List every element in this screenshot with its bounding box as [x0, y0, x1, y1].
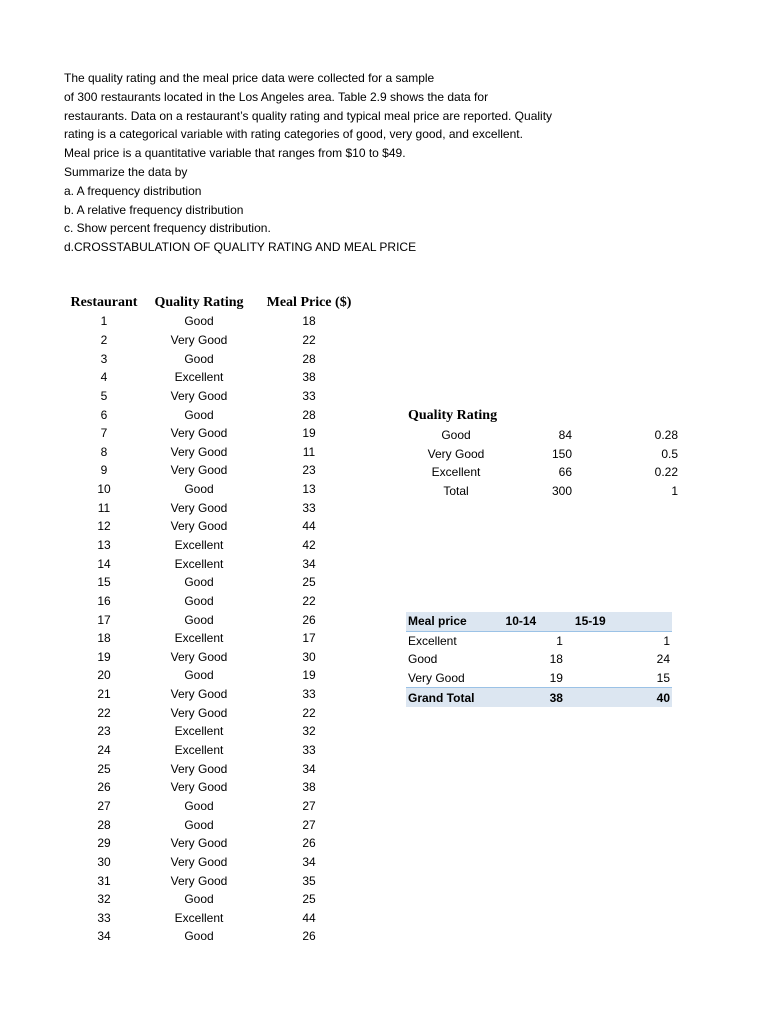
quality-rating-cell: Very Good: [170, 649, 228, 664]
meal-price-cell: 25: [302, 892, 316, 907]
table-row: [64, 331, 364, 350]
frequency-category: Excellent: [431, 465, 481, 480]
crosstab-table: [406, 612, 672, 707]
quality-rating-cell: Good: [184, 575, 214, 590]
quality-rating-cell: Excellent: [174, 743, 224, 758]
restaurant-cell: 6: [100, 407, 108, 422]
frequency-table-title: Quality Rating: [408, 408, 498, 423]
meal-price-cell: 35: [302, 873, 316, 888]
meal-price-cell: 34: [302, 556, 316, 571]
frequency-row: [408, 463, 678, 482]
table-row: [64, 442, 364, 461]
quality-rating-cell: Very Good: [170, 519, 228, 534]
quality-rating-cell: Excellent: [174, 538, 224, 552]
frequency-category: Good: [441, 428, 471, 443]
restaurant-cell: 9: [100, 463, 108, 478]
crosstab-row: [406, 669, 672, 688]
restaurant-cell: 10: [97, 482, 111, 497]
quality-rating-cell: Excellent: [174, 910, 224, 925]
table-row: [64, 387, 364, 406]
restaurant-cell: 1: [100, 314, 108, 329]
intro-line: of 300 restaurants located in the Los Angeles area. Table 2.9 shows the data for: [64, 89, 489, 104]
meal-price-cell: 42: [302, 538, 316, 552]
meal-price-cell: 44: [302, 519, 316, 534]
relative-frequency: 0.28: [654, 428, 678, 443]
meal-price-cell: 33: [302, 500, 316, 515]
intro-line: c. Show percent frequency distribution.: [64, 221, 271, 236]
restaurant-cell: 24: [97, 743, 111, 758]
table-row: [64, 853, 364, 872]
meal-price-cell: 32: [302, 724, 316, 739]
crosstab-header-15-19: 15-19: [565, 612, 672, 631]
meal-price-cell: 25: [302, 575, 316, 590]
table-row: [64, 722, 364, 741]
meal-price-cell: 44: [302, 910, 316, 925]
meal-price-cell: 30: [302, 649, 316, 664]
table-row: [64, 815, 364, 834]
meal-price-cell: 22: [302, 332, 316, 347]
intro-line: Summarize the data by: [64, 164, 188, 179]
frequency-row: [408, 426, 678, 445]
restaurant-cell: 23: [97, 724, 111, 739]
intro-line: b. A relative frequency distribution: [64, 202, 244, 217]
restaurant-cell: 19: [97, 649, 111, 664]
table-header-row: [64, 294, 364, 312]
table-row: [64, 536, 364, 555]
frequency-count: 150: [551, 446, 572, 461]
table-row: [64, 871, 364, 890]
crosstab-row-label: Good: [408, 652, 438, 667]
table-row: [64, 461, 364, 480]
meal-price-cell: 38: [302, 370, 316, 385]
intro-line: rating is a categorical variable with rating categories of good, very good, and excellent.: [64, 127, 523, 142]
frequency-row: [408, 445, 678, 464]
crosstab-header-10-14: 10-14: [498, 612, 565, 631]
crosstab-total-label: Grand Total: [406, 688, 498, 707]
header-quality-rating: Quality Rating: [154, 295, 244, 310]
meal-price-cell: 38: [302, 780, 316, 795]
meal-price-cell: 22: [302, 705, 316, 720]
quality-rating-cell: Good: [184, 668, 214, 683]
intro-line: d.CROSSTABULATION OF QUALITY RATING AND MEAL PRICE: [64, 240, 417, 255]
relative-frequency: 1: [671, 484, 678, 499]
frequency-row: [408, 482, 678, 501]
crosstab-row-label: Excellent: [408, 633, 457, 648]
restaurant-cell: 31: [97, 873, 111, 888]
table-row: [64, 573, 364, 592]
restaurant-cell: 17: [97, 612, 111, 627]
quality-rating-cell: Good: [184, 929, 214, 944]
restaurant-cell: 29: [97, 836, 111, 851]
restaurant-cell: 15: [97, 575, 111, 590]
table-row: [64, 368, 364, 387]
restaurant-cell: 2: [100, 332, 108, 347]
meal-price-cell: 19: [302, 426, 316, 441]
meal-price-cell: 33: [302, 388, 316, 403]
quality-rating-cell: Good: [184, 798, 214, 813]
restaurant-cell: 13: [97, 538, 111, 552]
table-row: [64, 741, 364, 760]
problem-statement: [64, 69, 684, 257]
table-row: [64, 648, 364, 667]
quality-rating-cell: Very Good: [170, 426, 228, 441]
table-row: [64, 890, 364, 909]
restaurant-cell: 26: [97, 780, 111, 795]
relative-frequency: 0.5: [661, 446, 678, 461]
quality-rating-cell: Good: [184, 817, 214, 832]
frequency-category: Total: [443, 484, 469, 499]
restaurant-cell: 20: [97, 668, 111, 683]
crosstab-header-row: [406, 612, 672, 631]
restaurant-cell: 34: [97, 929, 111, 944]
table-row: [64, 424, 364, 443]
quality-rating-cell: Good: [184, 407, 214, 422]
frequency-count: 84: [558, 428, 572, 443]
restaurant-cell: 18: [97, 631, 111, 646]
quality-rating-cell: Good: [184, 351, 214, 366]
meal-price-cell: 19: [302, 668, 316, 683]
table-row: [64, 312, 364, 331]
crosstab-cell-15-19: 1: [663, 633, 670, 648]
table-row: [64, 592, 364, 611]
restaurant-cell: 14: [97, 556, 111, 571]
meal-price-cell: 26: [302, 612, 316, 627]
meal-price-cell: 22: [302, 593, 316, 608]
meal-price-cell: 11: [302, 444, 316, 459]
table-row: [64, 498, 364, 517]
meal-price-cell: 26: [302, 929, 316, 944]
meal-price-cell: 27: [302, 817, 316, 832]
quality-rating-cell: Very Good: [170, 687, 228, 702]
crosstab-cell-15-19: 24: [656, 652, 670, 667]
restaurant-cell: 30: [97, 854, 111, 869]
frequency-distribution-table: [408, 426, 678, 500]
meal-price-cell: 34: [302, 854, 316, 869]
quality-rating-cell: Excellent: [174, 556, 224, 571]
restaurant-cell: 5: [100, 388, 108, 403]
restaurant-cell: 11: [97, 500, 111, 515]
restaurant-data-table: [64, 294, 364, 946]
table-row: [64, 685, 364, 704]
restaurant-cell: 22: [97, 705, 111, 720]
restaurant-cell: 12: [97, 519, 111, 534]
table-row: [64, 405, 364, 424]
crosstab-total-10-14: 38: [498, 688, 565, 707]
frequency-count: 66: [558, 465, 572, 480]
quality-rating-cell: Excellent: [174, 370, 224, 385]
quality-rating-cell: Excellent: [174, 631, 224, 646]
crosstab-cell-10-14: 18: [549, 652, 563, 667]
quality-rating-cell: Very Good: [170, 854, 228, 869]
quality-rating-cell: Very Good: [170, 873, 228, 888]
crosstab-cell-10-14: 1: [556, 633, 563, 648]
table-row: [64, 759, 364, 778]
table-row: [64, 778, 364, 797]
restaurant-cell: 32: [97, 892, 111, 907]
table-row: [64, 703, 364, 722]
quality-rating-cell: Very Good: [170, 780, 228, 795]
meal-price-cell: 27: [302, 798, 316, 813]
restaurant-cell: 25: [97, 761, 111, 776]
table-row: [64, 610, 364, 629]
meal-price-cell: 17: [302, 631, 316, 646]
crosstab-total-row: [406, 688, 672, 707]
quality-rating-cell: Very Good: [170, 500, 228, 515]
intro-line: a. A frequency distribution: [64, 183, 202, 198]
table-row: [64, 834, 364, 853]
crosstab-row: [406, 650, 672, 669]
restaurant-cell: 4: [100, 370, 108, 385]
meal-price-cell: 26: [302, 836, 316, 851]
table-row: [64, 629, 364, 648]
relative-frequency: 0.22: [654, 465, 678, 480]
table-row: [64, 927, 364, 946]
meal-price-cell: 28: [302, 351, 316, 366]
quality-rating-cell: Very Good: [170, 463, 228, 478]
crosstab-total-15-19: 40: [565, 688, 672, 707]
table-row: [64, 909, 364, 928]
meal-price-cell: 18: [302, 314, 316, 329]
quality-rating-cell: Very Good: [170, 705, 228, 720]
table-row: [64, 349, 364, 368]
crosstab-cell-10-14: 19: [549, 671, 563, 686]
restaurant-cell: 3: [100, 351, 108, 366]
meal-price-cell: 13: [302, 482, 316, 497]
intro-line: restaurants. Data on a restaurant’s quality rating and typical meal price are reported. Quality: [64, 108, 553, 123]
restaurant-cell: 21: [97, 687, 111, 702]
restaurant-cell: 27: [97, 798, 111, 813]
table-row: [64, 517, 364, 536]
quality-rating-cell: Good: [184, 314, 214, 329]
meal-price-cell: 34: [302, 761, 316, 776]
table-row: [64, 554, 364, 573]
intro-line: The quality rating and the meal price data were collected for a sample: [64, 71, 435, 85]
table-row: [64, 797, 364, 816]
crosstab-row-label: Very Good: [408, 671, 465, 686]
quality-rating-cell: Good: [184, 482, 214, 497]
restaurant-cell: 8: [100, 444, 108, 459]
quality-rating-cell: Excellent: [174, 724, 224, 739]
quality-rating-cell: Good: [184, 612, 214, 627]
meal-price-cell: 23: [302, 463, 316, 478]
intro-line: Meal price is a quantitative variable that ranges from $10 to $49.: [64, 146, 406, 161]
quality-rating-cell: Good: [184, 593, 214, 608]
meal-price-cell: 33: [302, 743, 316, 758]
crosstab-cell-15-19: 15: [656, 671, 670, 686]
quality-rating-cell: Very Good: [170, 836, 228, 851]
table-row: [64, 666, 364, 685]
quality-rating-cell: Very Good: [170, 388, 228, 403]
quality-rating-cell: Very Good: [170, 444, 228, 459]
meal-price-cell: 28: [302, 407, 316, 422]
restaurant-cell: 28: [97, 817, 111, 832]
restaurant-cell: 16: [97, 593, 111, 608]
restaurant-cell: 7: [100, 426, 108, 441]
quality-rating-cell: Very Good: [170, 332, 228, 347]
frequency-category: Very Good: [427, 446, 485, 461]
restaurant-cell: 33: [97, 910, 111, 925]
table-row: [64, 480, 364, 499]
quality-rating-cell: Good: [184, 892, 214, 907]
meal-price-cell: 33: [302, 687, 316, 702]
crosstab-header-label: Meal price: [406, 612, 498, 631]
crosstab-row: [406, 631, 672, 650]
frequency-count: 300: [551, 484, 572, 499]
header-restaurant: Restaurant: [70, 295, 138, 310]
header-meal-price: Meal Price ($): [266, 295, 352, 310]
quality-rating-cell: Very Good: [170, 761, 228, 776]
